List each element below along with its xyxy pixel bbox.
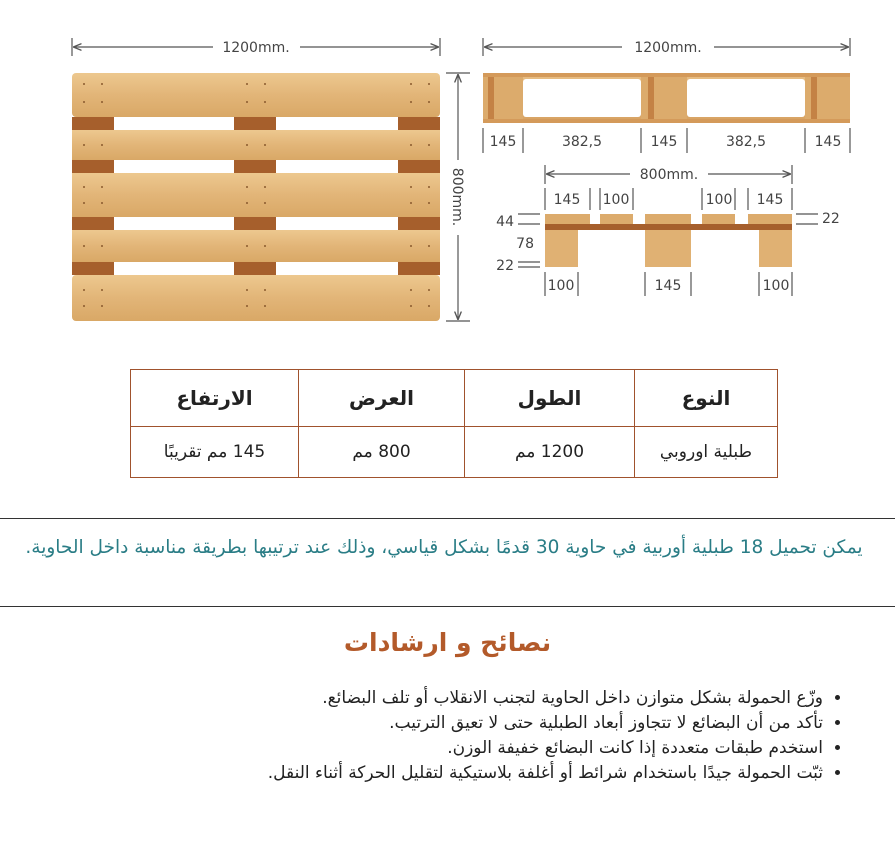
divider (0, 606, 895, 607)
end-block (645, 230, 691, 267)
pallet-side-view (483, 38, 850, 153)
end-top-board (702, 214, 735, 224)
deck-board (72, 275, 440, 321)
deck-board (72, 173, 440, 217)
end-height-label: 78 (516, 236, 534, 252)
top-width-label: 800mm. (449, 167, 465, 227)
table-cell: 1200 مم (465, 427, 635, 478)
side-dim-label: 382,5 (561, 134, 603, 150)
container-capacity-note: يمكن تحميل 18 طبلية أوربية في حاوية 30 قدمًا بشكل قياسي، وذلك عند ترتيبها بطريقة مناسبة داخل الحاوية. (25, 537, 863, 558)
table-header: النوع (635, 370, 778, 427)
end-bottom-dim-label: 100 (547, 278, 575, 294)
side-block (641, 77, 687, 119)
end-block (545, 230, 578, 267)
tips-title: نصائح و ارشادات (343, 628, 552, 657)
end-height-label: 44 (496, 214, 514, 230)
table-cell: طبلية اوروبي (635, 427, 778, 478)
table-header: الطول (465, 370, 635, 427)
side-dim-label: 145 (650, 134, 678, 150)
side-opening (687, 79, 805, 117)
tip-item: • ثبّت الحمولة جيدًا باستخدام شرائط أو أغلفة بلاستيكية لتقليل الحركة أثناء النقل. (268, 761, 823, 786)
end-top-dim-label: 100 (705, 192, 733, 208)
end-top-board (748, 214, 792, 224)
end-height-label: 22 (496, 258, 514, 274)
end-bottom-dim-label: 100 (762, 278, 790, 294)
pallet-end-view (496, 165, 840, 296)
side-dim-label: 382,5 (725, 134, 767, 150)
pallet-spec-table (130, 369, 778, 478)
table-cell: 145 مم تقريبًا (131, 427, 299, 478)
table-cell: 800 مم (299, 427, 465, 478)
table-header-row (131, 370, 778, 427)
tips-list (268, 686, 847, 786)
table-header: الارتفاع (131, 370, 299, 427)
top-length-label: 1200mm. (222, 40, 290, 56)
table-row (131, 427, 778, 478)
side-length-label: 1200mm. (634, 40, 702, 56)
side-dim-label: 145 (489, 134, 517, 150)
tip-item: • تأكد من أن البضائع لا تتجاوز أبعاد الطبلية حتى لا تعيق الترتيب. (268, 711, 823, 736)
end-height-label: 22 (822, 211, 840, 227)
end-block (759, 230, 792, 267)
pallet-top-view (72, 38, 470, 321)
end-top-board (600, 214, 633, 224)
end-top-board (645, 214, 691, 224)
deck-board (72, 230, 440, 262)
side-dim-label: 145 (814, 134, 842, 150)
end-width-label: 800mm. (639, 167, 699, 183)
tip-item: • استخدم طبقات متعددة إذا كانت البضائع خفيفة الوزن. (268, 736, 823, 761)
divider (0, 518, 895, 519)
end-top-dim-label: 145 (756, 192, 784, 208)
tip-item: • وزّع الحمولة بشكل متوازن داخل الحاوية لتجنب الانقلاب أو تلف البضائع. (268, 686, 823, 711)
end-bottom-dim-label: 145 (654, 278, 682, 294)
end-top-dim-label: 145 (553, 192, 581, 208)
pallet-dimension-diagram (0, 0, 895, 340)
side-opening (523, 79, 641, 117)
deck-board (72, 73, 440, 117)
table-header: العرض (299, 370, 465, 427)
end-top-dim-label: 100 (602, 192, 630, 208)
end-top-board (545, 214, 590, 224)
end-stringer (545, 224, 792, 230)
deck-board (72, 130, 440, 160)
